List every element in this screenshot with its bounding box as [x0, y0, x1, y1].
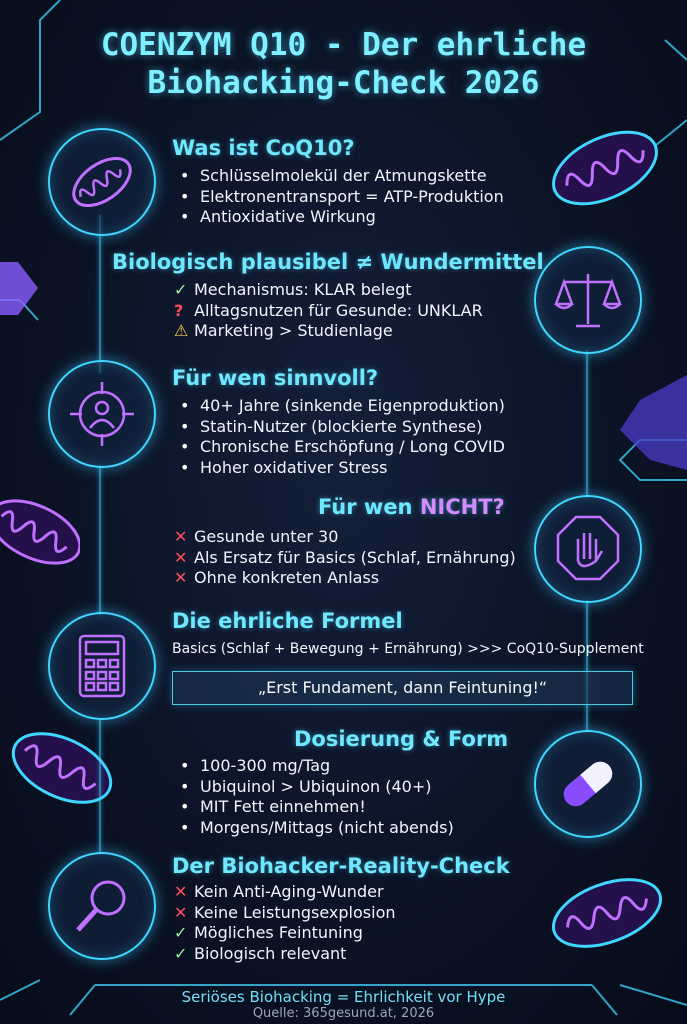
- list-item: • MIT Fett einnehmen!: [180, 797, 366, 816]
- list-plausibel: [174, 280, 483, 342]
- magnifier-circle: [48, 852, 156, 960]
- cross-icon: ✕: [174, 882, 188, 901]
- timeline-connector: [99, 465, 101, 615]
- cross-icon: ✕: [174, 527, 188, 546]
- list-item: • Schlüsselmolekül der Atmungskette: [180, 166, 487, 185]
- list-item: • Hoher oxidativer Stress: [180, 457, 388, 477]
- mitochondrion-icon: [545, 120, 665, 215]
- section-title-nicht-highlight: NICHT?: [419, 495, 505, 519]
- list-reality: [174, 882, 396, 964]
- mitochondrion-icon: [0, 490, 80, 575]
- timeline-connector: [586, 350, 588, 498]
- bullet-marker: •: [180, 416, 190, 436]
- cross-icon: ✕: [174, 547, 188, 567]
- scale-circle: [534, 246, 642, 354]
- bullet-marker: •: [180, 186, 190, 206]
- calculator-circle: [48, 612, 156, 720]
- list-item: • Statin-Nutzer (blockierte Synthese): [180, 416, 483, 436]
- cross-icon: ✕: [174, 568, 188, 587]
- list-item: • 100-300 mg/Tag: [180, 756, 331, 775]
- section-title-plausibel: Biologisch plausibel ≠ Wundermittel: [112, 250, 544, 274]
- section-title-nicht-part1: Für wen: [318, 495, 413, 519]
- list-item: ✓ Mechanismus: KLAR belegt: [174, 280, 412, 299]
- capsule-icon: [548, 744, 628, 824]
- timeline-connector: [99, 718, 101, 853]
- section-title-dosierung: Dosierung & Form: [294, 727, 509, 751]
- formula-text: Basics (Schlaf + Bewegung + Ernährung) >>> CoQ10-Supplement: [172, 641, 644, 657]
- mitochondrion-icon: [62, 142, 142, 222]
- list-item: • Antioxidative Wirkung: [180, 207, 376, 226]
- timeline-connector: [586, 600, 588, 732]
- stop-circle: [534, 495, 642, 603]
- timeline-connector: [99, 215, 101, 373]
- list-item: ✕ Gesunde unter 30: [174, 527, 339, 546]
- mitochondrion-circle: [48, 128, 156, 236]
- bullet-marker: •: [180, 166, 190, 185]
- quote-box: „Erst Fundament, dann Feintuning!“: [172, 671, 633, 705]
- check-icon: ✓: [174, 943, 188, 963]
- title-line-1: COENZYM Q10 - Der ehrliche: [100, 27, 587, 63]
- calculator-icon: [62, 626, 142, 706]
- mitochondrion-icon: [545, 868, 670, 958]
- target-circle: [48, 360, 156, 468]
- bullet-marker: •: [180, 396, 190, 415]
- page-title: [0, 26, 687, 102]
- balance-scale-icon: [548, 260, 628, 340]
- stop-hand-icon: [548, 509, 628, 589]
- list-fuer-wen: [180, 396, 505, 478]
- list-item: ⚠ Marketing > Studienlage: [174, 321, 393, 340]
- bullet-marker: •: [180, 457, 190, 477]
- footer-source: Quelle: 365gesund.at, 2026: [252, 1006, 435, 1021]
- list-nicht: [174, 527, 516, 589]
- bullet-marker: •: [180, 207, 190, 226]
- section-title-was-ist: Was ist CoQ10?: [172, 136, 355, 160]
- list-dosierung: [180, 756, 454, 838]
- list-item: ✕ Als Ersatz für Basics (Schlaf, Ernährung): [174, 547, 516, 567]
- target-person-icon: [62, 374, 142, 454]
- mitochondrion-icon: [5, 720, 120, 815]
- warning-icon: ⚠: [174, 321, 189, 340]
- bullet-marker: •: [180, 817, 190, 837]
- list-item: ✓ Biologisch relevant: [174, 943, 347, 963]
- question-icon: ?: [174, 300, 184, 320]
- section-title-nicht: [318, 495, 505, 519]
- list-item: • 40+ Jahre (sinkende Eigenproduktion): [180, 396, 505, 415]
- list-item: ✕ Kein Anti-Aging-Wunder: [174, 882, 384, 901]
- section-title-formel: Die ehrliche Formel: [172, 609, 403, 633]
- list-item: • Elektronentransport = ATP-Produktion: [180, 186, 504, 206]
- check-icon: ✓: [174, 280, 188, 299]
- bullet-marker: •: [180, 756, 190, 775]
- list-item: ✓ Mögliches Feintuning: [174, 923, 363, 942]
- section-title-fuer-wen: Für wen sinnvoll?: [172, 366, 379, 390]
- list-item: • Chronische Erschöpfung / Long COVID: [180, 437, 505, 456]
- bullet-marker: •: [180, 437, 190, 456]
- list-item: • Morgens/Mittags (nicht abends): [180, 817, 454, 837]
- cross-icon: ✕: [174, 902, 188, 922]
- list-was-ist: [180, 166, 504, 228]
- bullet-marker: •: [180, 776, 190, 796]
- footer-tagline: Seriöses Biohacking = Ehrlichkeit vor Hype: [181, 988, 506, 1006]
- section-title-reality: Der Biohacker-Reality-Check: [172, 854, 510, 878]
- capsule-circle: [534, 730, 642, 838]
- list-item: ? Alltagsnutzen für Gesunde: UNKLAR: [174, 300, 483, 320]
- bullet-marker: •: [180, 797, 190, 816]
- list-item: ✕ Keine Leistungsexplosion: [174, 902, 396, 922]
- list-item: ✕ Ohne konkreten Anlass: [174, 568, 380, 587]
- title-line-2: Biohacking-Check 2026: [147, 65, 540, 101]
- magnifier-icon: [62, 866, 142, 946]
- check-icon: ✓: [174, 923, 188, 942]
- list-item: • Ubiquinol > Ubiquinon (40+): [180, 776, 432, 796]
